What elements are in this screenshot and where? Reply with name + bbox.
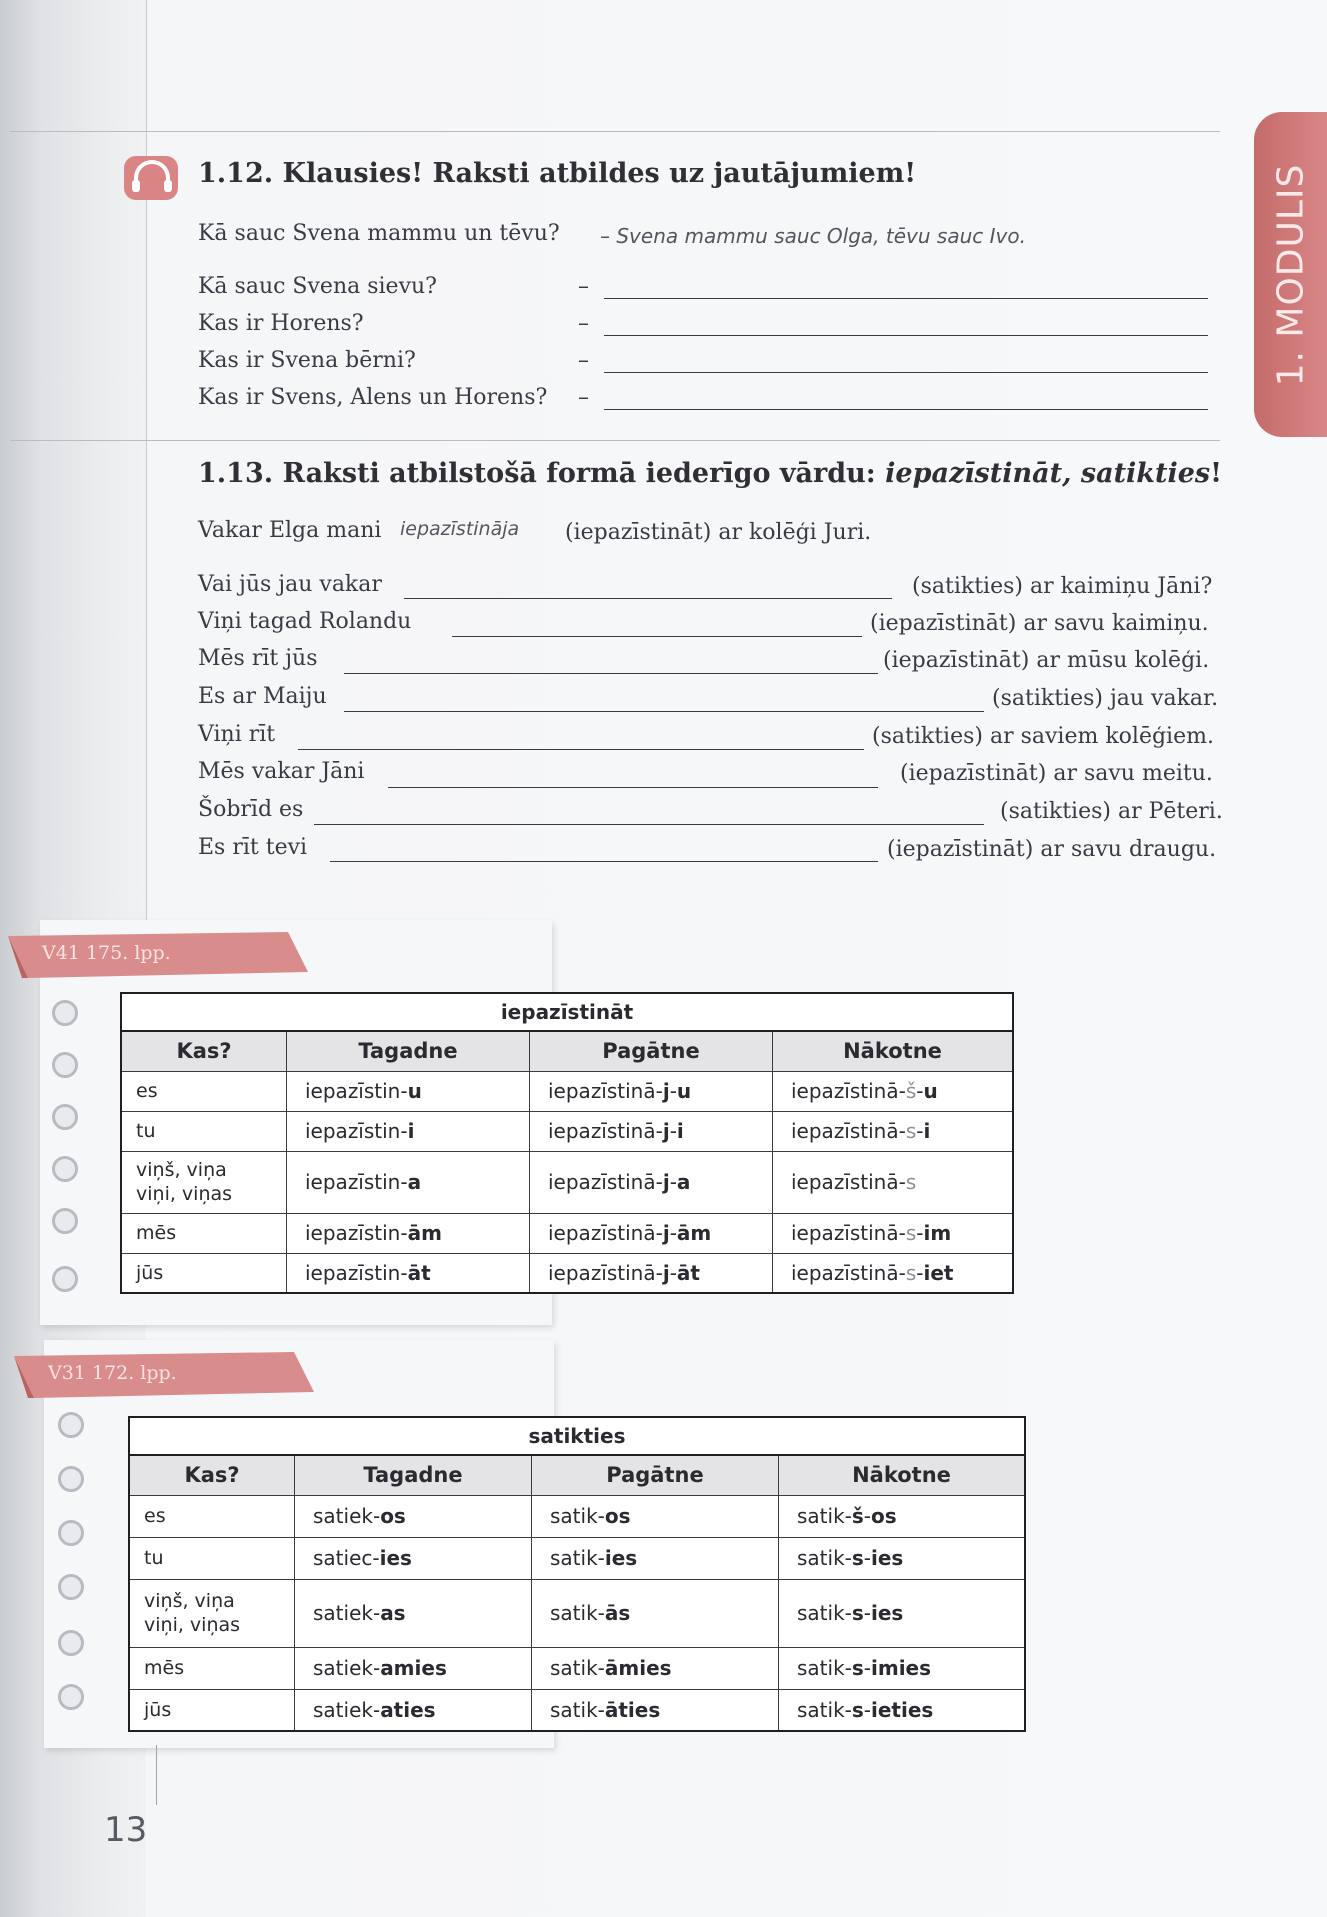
reference-ribbon-1 [8,932,308,978]
future-marker: s [905,1221,917,1245]
sentence-4-end: (satikties) jau vakar. [992,686,1219,711]
binder-ring-5 [52,1208,78,1234]
sentence-3-end: (iepazīstināt) ar mūsu kolēģi. [883,648,1210,673]
ending: u [923,1079,938,1103]
ending: i [923,1119,931,1143]
reference-ribbon-2-label: V31 172. lpp. [48,1362,177,1384]
ending: a [676,1170,691,1194]
sentence-2-start: Viņi tagad Rolandu [198,609,412,634]
table2-nakotne [779,1647,1026,1689]
stem: satik- [550,1504,605,1528]
sentence-1-blank[interactable] [404,598,892,599]
stem: iepazīstinā- [548,1119,663,1143]
stem: satik- [797,1601,852,1625]
kas-line-1: viņš, viņa [136,1159,227,1181]
sentence-4-start: Es ar Maiju [198,684,327,709]
stem: satik- [797,1504,852,1528]
stem: satiek- [313,1697,381,1722]
future-marker: s [905,1119,917,1143]
table2-tagadne [295,1647,532,1689]
table1-tagadne [287,1151,530,1213]
table-row [129,1537,1025,1579]
ending: āt [676,1260,700,1285]
ending: ās [604,1601,631,1625]
binder-ring-3 [52,1104,78,1130]
kas-line-1: viņš, viņa [144,1590,235,1612]
hyphen: - [916,1260,924,1285]
table1-kas: jūs [121,1253,287,1293]
future-marker: s [905,1170,917,1194]
stem: iepazīstinā- [791,1170,906,1194]
dash-2: – [578,311,589,336]
ending: a [407,1170,422,1194]
answer-blank-1[interactable] [604,298,1208,299]
binder-ring-6 [52,1266,78,1292]
stem: iepazīstinā- [791,1221,906,1245]
page-number: 13 [104,1810,148,1850]
table1-nakotne [773,1111,1014,1151]
exercise-112-title: 1.12. Klausies! Raksti atbildes uz jautājumiem! [198,158,917,189]
binder-ring-8 [58,1466,84,1492]
binder-ring-12 [58,1684,84,1710]
binder-ring-9 [58,1520,84,1546]
hyphen: - [863,1697,871,1722]
future-marker: š [851,1504,864,1528]
stem: satik- [550,1697,605,1722]
sentence-2-blank[interactable] [452,636,862,637]
top-rule [10,131,1220,132]
hyphen: - [863,1546,871,1570]
reference-ribbon-1-label: V41 175. lpp. [42,942,171,964]
ending: os [871,1504,897,1528]
hyphen: - [669,1221,677,1245]
binder-ring-7 [58,1412,84,1438]
example-sentence-fill: iepazīstināja [400,518,520,540]
table1-pagatne [530,1151,773,1213]
example-sentence-start: Vakar Elga mani [198,518,382,543]
table2-nakotne [779,1537,1026,1579]
table1-nakotne [773,1213,1014,1253]
ending: amies [380,1656,447,1680]
kas-line-2: viņi, viņas [144,1614,241,1636]
table-row [129,1579,1025,1647]
binder-ring-10 [58,1574,84,1600]
future-marker: s [851,1697,864,1722]
table2-pagatne [532,1537,779,1579]
future-marker: s [851,1656,864,1680]
margin-line [146,0,147,920]
table1-kas: es [121,1071,287,1111]
table2-header-nakotne: Nākotne [779,1455,1026,1495]
table1-pagatne [530,1111,773,1151]
sentence-1-end: (satikties) ar kaimiņu Jāni? [912,574,1213,599]
section-rule [10,440,1220,441]
stem: iepazīstinā- [548,1260,663,1285]
sentence-6-start: Mēs vakar Jāni [198,759,365,784]
conjugation-table-iepazistinat [120,992,1014,1294]
ending: os [604,1504,631,1528]
sentence-8-start: Es rīt tevi [198,835,308,860]
sentence-3-blank[interactable] [344,673,878,674]
sentence-6-blank[interactable] [388,787,878,788]
sentence-7-blank[interactable] [314,824,984,825]
dash-3: – [578,348,589,373]
table1-caption: iepazīstināt [120,992,1014,1030]
ending: ies [379,1546,412,1570]
sentence-8-blank[interactable] [330,861,878,862]
ending: i [407,1119,415,1143]
exercise-113-title-text: 1.13. Raksti atbilstošā formā iederīgo vārdu: [198,458,886,489]
example-sentence-end: (iepazīstināt) ar kolēģi Juri. [565,520,872,545]
suffix: j [662,1079,670,1103]
table-row [121,1213,1013,1253]
exercise-113-title-end: ! [1210,458,1222,489]
stem: satik- [797,1697,852,1722]
table-row [129,1689,1025,1731]
table2-kas: mēs [129,1647,295,1689]
suffix: j [662,1221,670,1245]
table2-kas: es [129,1495,295,1537]
stem: satik- [550,1656,605,1680]
ending: ām [407,1221,442,1245]
stem: satik- [797,1656,852,1680]
answer-blank-3[interactable] [604,372,1208,373]
page-number-rule [156,1745,157,1805]
future-marker: s [905,1260,917,1285]
stem: iepazīstinā- [791,1119,906,1143]
stem: satik- [550,1601,605,1625]
table2-pagatne [532,1689,779,1731]
reference-ribbon-2 [14,1352,314,1398]
sentence-5-start: Viņi rīt [198,722,276,747]
table1-pagatne [530,1253,773,1293]
hyphen: - [669,1079,677,1103]
future-marker: s [851,1601,864,1625]
table2-pagatne [532,1495,779,1537]
sentence-4-blank[interactable] [344,711,984,712]
suffix: j [662,1119,670,1143]
ending: im [923,1221,952,1245]
answer-blank-4[interactable] [604,409,1208,410]
table2-header-tagadne: Tagadne [295,1455,532,1495]
ending: ām [676,1221,712,1245]
stem: satiek- [313,1601,381,1625]
ending: i [676,1119,684,1143]
ending: aties [380,1697,436,1722]
ending: iet [923,1260,954,1285]
table1-header-tagadne: Tagadne [287,1031,530,1071]
table2-tagadne [295,1689,532,1731]
question-3: Kas ir Svena bērni? [198,348,416,373]
ending: ieties [871,1697,934,1722]
stem: iepazīstinā- [548,1170,663,1194]
stem: iepazīstinā- [791,1260,906,1285]
future-marker: s [851,1546,864,1570]
table2-caption: satikties [128,1416,1026,1454]
stem: iepazīstinā- [548,1079,663,1103]
stem: satiec- [313,1546,380,1570]
table1-nakotne [773,1071,1014,1111]
sentence-7-start: Šobrīd es [198,797,304,822]
stem: iepazīstin- [305,1119,408,1143]
exercise-113-title [198,458,1222,489]
stem: iepazīstin- [305,1221,408,1245]
table1-pagatne [530,1071,773,1111]
module-side-tab [1254,112,1327,437]
hyphen: - [916,1119,924,1143]
table1-tagadne [287,1111,530,1151]
example-question: Kā sauc Svena mammu un tēvu? [198,221,560,246]
table-row [129,1495,1025,1537]
table-row [129,1647,1025,1689]
exercise-113-title-words: iepazīstināt, satikties [885,458,1211,489]
example-answer: – Svena mammu sauc Olga, tēvu sauc Ivo. [600,224,1026,248]
question-1: Kā sauc Svena sievu? [198,274,437,299]
table2-tagadne [295,1579,532,1647]
ending: āmies [604,1656,672,1680]
table1-tagadne [287,1213,530,1253]
table2-header-pagatne: Pagātne [532,1455,779,1495]
stem: iepazīstinā- [548,1221,663,1245]
table1-header-kas: Kas? [121,1031,287,1071]
stem: satik- [550,1546,605,1570]
ending: os [380,1504,406,1528]
suffix: j [662,1170,670,1194]
sentence-1-start: Vai jūs jau vakar [198,572,382,597]
sentence-5-blank[interactable] [298,749,864,750]
module-side-tab-label: 1. MODULIS [1270,163,1311,386]
ending: ies [604,1546,638,1570]
table2-nakotne [779,1495,1026,1537]
ending: u [407,1079,422,1103]
table-row [121,1151,1013,1213]
table2-kas: jūs [129,1689,295,1731]
table2-pagatne [532,1579,779,1647]
answer-blank-2[interactable] [604,335,1208,336]
table-row [121,1253,1013,1293]
ending: u [676,1079,692,1103]
hyphen: - [669,1170,677,1194]
hyphen: - [916,1079,924,1103]
stem: iepazīstin- [305,1079,408,1103]
stem: satiek- [313,1656,381,1680]
stem: satik- [797,1546,852,1570]
table2-nakotne [779,1689,1026,1731]
table-row [121,1071,1013,1111]
question-4: Kas ir Svens, Alens un Horens? [198,385,548,410]
sentence-8-end: (iepazīstināt) ar savu draugu. [887,837,1217,862]
stem: satiek- [313,1504,381,1528]
hyphen: - [669,1260,677,1285]
table1-kas: mēs [121,1213,287,1253]
ending: ies [871,1601,904,1625]
sentence-3-start: Mēs rīt jūs [198,646,318,671]
binder-ring-4 [52,1156,78,1182]
suffix: j [662,1260,670,1285]
table1-kas: tu [121,1111,287,1151]
table2-tagadne [295,1495,532,1537]
ending: āties [604,1697,661,1722]
conjugation-table-satikties [128,1416,1026,1732]
table2-pagatne [532,1647,779,1689]
table1-pagatne [530,1213,773,1253]
future-marker: š [905,1079,917,1103]
ending: as [380,1601,406,1625]
table1-tagadne [287,1253,530,1293]
hyphen: - [863,1656,871,1680]
stem: iepazīstinā- [791,1079,906,1103]
table2-nakotne [779,1579,1026,1647]
table1-tagadne [287,1071,530,1111]
table1-nakotne [773,1253,1014,1293]
ending: āt [407,1260,431,1285]
sentence-5-end: (satikties) ar saviem kolēģiem. [872,724,1214,749]
table1-kas [121,1151,287,1213]
sentence-2-end: (iepazīstināt) ar savu kaimiņu. [870,611,1209,636]
question-2: Kas ir Horens? [198,311,364,336]
hyphen: - [863,1504,871,1528]
ending: ies [871,1546,904,1570]
table2-tagadne [295,1537,532,1579]
stem: iepazīstin- [305,1170,408,1194]
binder-ring-1 [52,1000,78,1026]
stem: iepazīstin- [305,1260,408,1285]
table1-nakotne [773,1151,1014,1213]
hyphen: - [669,1119,677,1143]
headphones-icon [122,150,182,206]
kas-line-2: viņi, viņas [136,1183,233,1205]
binder-ring-11 [58,1630,84,1656]
table2-kas [129,1579,295,1647]
sentence-7-end: (satikties) ar Pēteri. [1000,799,1223,824]
table-row [121,1111,1013,1151]
binder-ring-2 [52,1052,78,1078]
table1-header-nakotne: Nākotne [773,1031,1014,1071]
table2-header-kas: Kas? [129,1455,295,1495]
table2-kas: tu [129,1537,295,1579]
sentence-6-end: (iepazīstināt) ar savu meitu. [900,761,1213,786]
ending: imies [871,1656,932,1680]
hyphen: - [863,1601,871,1625]
dash-1: – [578,274,589,299]
hyphen: - [916,1221,924,1245]
table1-header-pagatne: Pagātne [530,1031,773,1071]
dash-4: – [578,385,589,410]
